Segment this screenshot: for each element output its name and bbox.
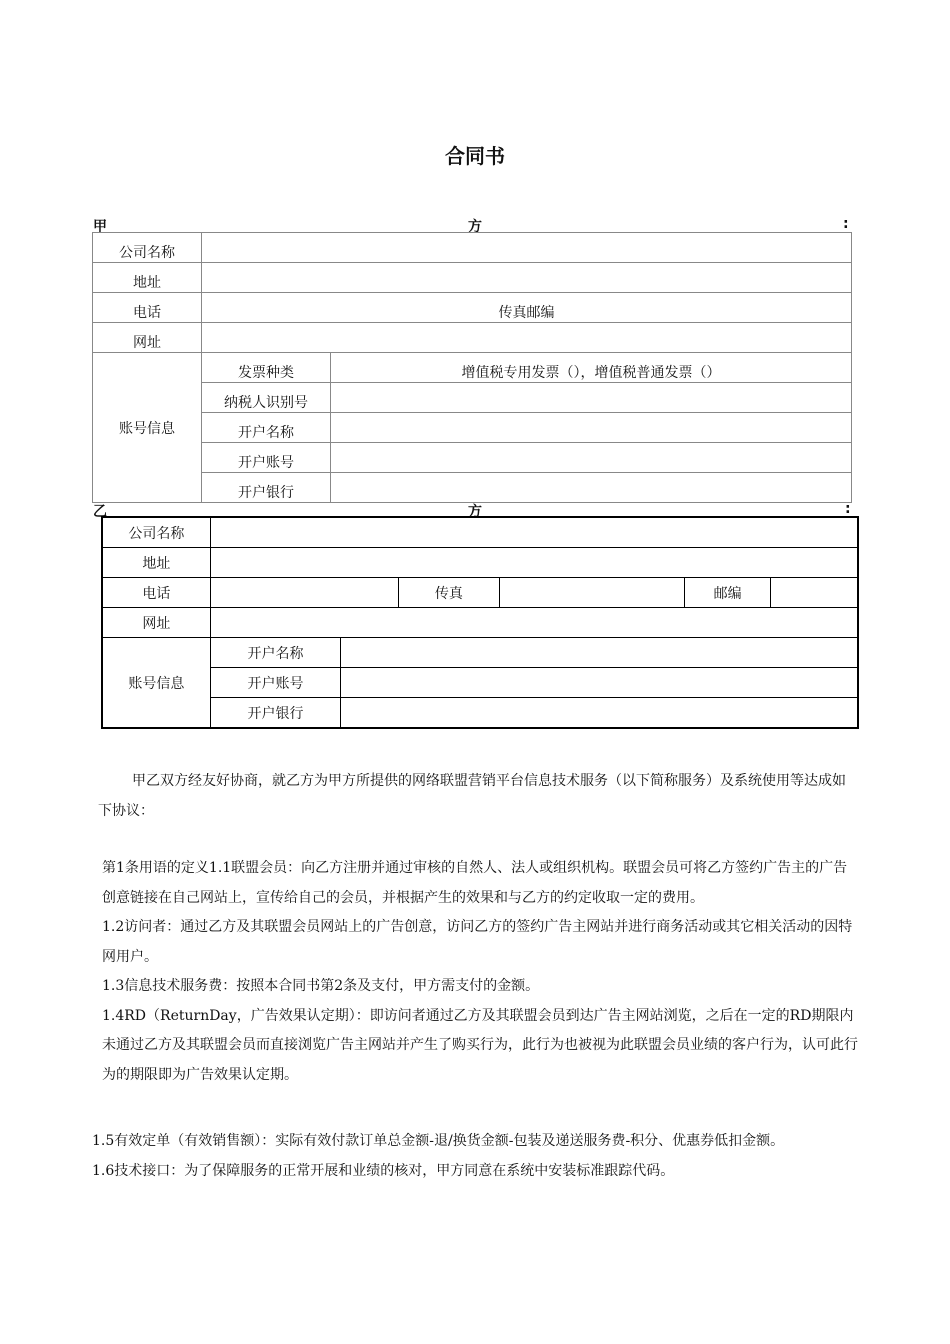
- field-website[interactable]: [210, 608, 858, 638]
- definition-1-4: 1.4RD（ReturnDay，广告效果认定期）：即访问者通过乙方及其联盟会员到达广告主网站浏览，之后在一定的RD期限内未通过乙方及其联盟会员而直接浏览广告主网站并产生了购买行为，此行为也被视为此联盟会员业绩的客户行为，认可此行为的期限即为广告效果认定期。: [102, 1007, 858, 1083]
- label-website: 网址: [93, 323, 202, 353]
- label-account-no: 开户账号: [202, 443, 331, 473]
- field-company[interactable]: [210, 517, 858, 548]
- party-b-label-2: 方: [468, 504, 482, 520]
- field-address[interactable]: [202, 263, 852, 293]
- label-account-info: 账号信息: [102, 638, 210, 729]
- field-phone[interactable]: [210, 578, 398, 608]
- label-website: 网址: [102, 608, 210, 638]
- label-account-info: 账号信息: [93, 353, 202, 503]
- label-account-no: 开户账号: [210, 668, 340, 698]
- field-invoice-type[interactable]: 增值税专用发票（），增值税普通发票（）: [331, 353, 852, 383]
- label-company: 公司名称: [93, 233, 202, 263]
- label-company: 公司名称: [102, 517, 210, 548]
- label-address: 地址: [102, 548, 210, 578]
- definitions-section: [102, 854, 860, 1090]
- party-a-table: [92, 232, 852, 503]
- field-phone-fax-zip[interactable]: [202, 293, 852, 323]
- definitions-section-2: [92, 1127, 862, 1186]
- label-bank: 开户银行: [210, 698, 340, 729]
- party-b-colon: :: [845, 501, 851, 517]
- page-title: 合同书: [445, 144, 505, 168]
- field-fax[interactable]: [499, 578, 684, 608]
- field-bank[interactable]: [331, 473, 852, 503]
- field-bank[interactable]: [341, 698, 858, 729]
- definition-1-6: 1.6技术接口：为了保障服务的正常开展和业绩的核对，甲方同意在系统中安装标准跟踪代码。: [92, 1162, 675, 1179]
- party-a-label: 甲: [93, 219, 107, 235]
- label-account-name: 开户名称: [202, 413, 331, 443]
- label-address: 地址: [93, 263, 202, 293]
- field-account-no[interactable]: [341, 668, 858, 698]
- field-account-name[interactable]: [331, 413, 852, 443]
- label-fax-zip: 传真邮编: [498, 305, 555, 321]
- field-zip[interactable]: [771, 578, 858, 608]
- field-account-name[interactable]: [341, 638, 858, 668]
- label-account-name: 开户名称: [210, 638, 340, 668]
- party-a-label-2: 方: [468, 219, 482, 235]
- field-company[interactable]: [202, 233, 852, 263]
- field-website[interactable]: [202, 323, 852, 353]
- label-fax: 传真: [399, 578, 499, 608]
- definition-1-1: 第1条用语的定义1.1联盟会员：向乙方注册并通过审核的自然人、法人或组织机构。联盟会员可将乙方签约广告主的广告创意链接在自己网站上，宣传给自己的会员，并根据产生的效果和与乙方的约定收取一定的费用。: [102, 860, 848, 906]
- party-a-colon: :: [843, 216, 849, 232]
- definition-1-3: 1.3信息技术服务费：按照本合同书第2条及支付，甲方需支付的金额。: [102, 978, 540, 994]
- party-b-label: 乙: [93, 504, 107, 520]
- label-bank: 开户银行: [202, 473, 331, 503]
- field-address[interactable]: [210, 548, 858, 578]
- field-account-no[interactable]: [331, 443, 852, 473]
- party-b-table: [101, 516, 859, 729]
- label-phone: 电话: [93, 293, 202, 323]
- field-taxpayer-id[interactable]: [331, 383, 852, 413]
- intro-paragraph: [98, 767, 856, 826]
- label-invoice-type: 发票种类: [202, 353, 331, 383]
- label-zip: 邮编: [685, 578, 771, 608]
- label-phone: 电话: [102, 578, 210, 608]
- definition-1-5: 1.5有效定单（有效销售额）：实际有效付款订单总金额-退/换货金额-包装及递送服务费-积分、优惠券低扣金额。: [92, 1133, 785, 1149]
- label-taxpayer-id: 纳税人识别号: [202, 383, 331, 413]
- definition-1-2: 1.2访问者：通过乙方及其联盟会员网站上的广告创意，访问乙方的签约广告主网站并进行商务活动或其它相关活动的因特网用户。: [102, 919, 853, 965]
- intro-text: 甲乙双方经友好协商，就乙方为甲方所提供的网络联盟营销平台信息技术服务（以下简称服务）及系统使用等达成如下协议：: [98, 773, 846, 819]
